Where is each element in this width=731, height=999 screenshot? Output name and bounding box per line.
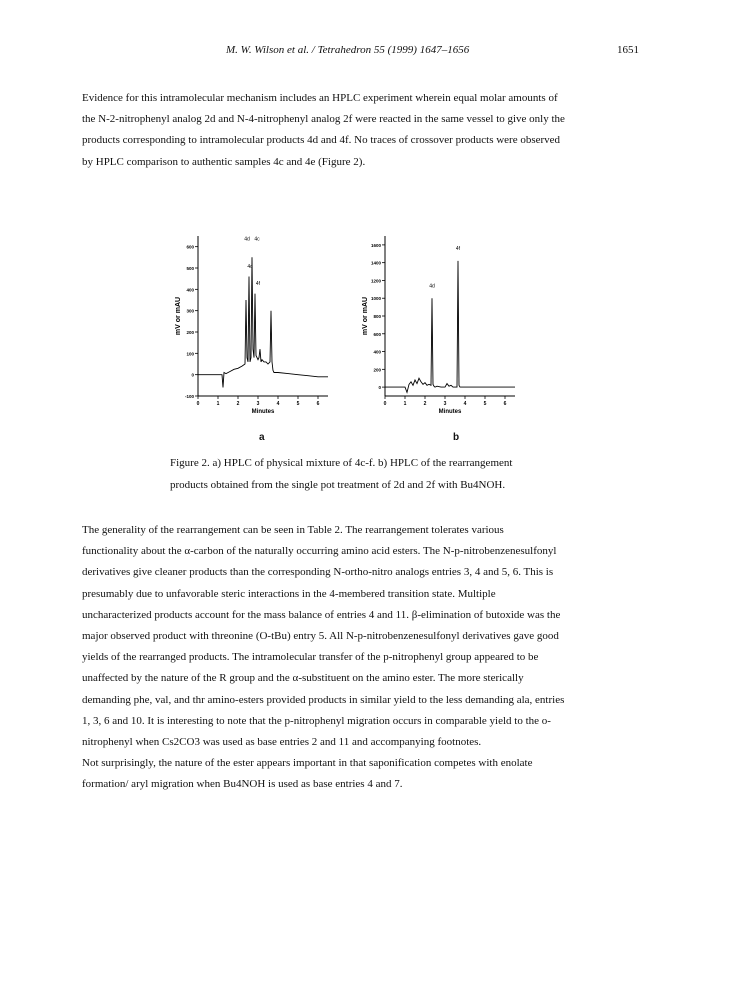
text-line: The generality of the rearrangement can be seen in Table 2. The rearrangement tolerates various [82,524,504,536]
y-tick-label: 200 [373,367,381,373]
x-tick-label: 4 [463,401,467,407]
y-tick-label: -100 [184,394,194,399]
text-line: products corresponding to intramolecular products 4d and 4f. No traces of crossover products were observed [82,134,561,147]
text-line: presumably due to unfavorable steric interactions in the 4-membered transition state. Multiple [82,587,496,600]
caption-line: Figure 2. a) HPLC of physical mixture of 4c-f. b) HPLC of the rearrangement [170,457,513,469]
y-tick-label: 0 [191,372,194,378]
text-line: by HPLC comparison to authentic samples 4c and 4e (Figure 2). [82,155,366,168]
text-line: the N-2-nitrophenyl analog 2d and N-4-nitrophenyl analog 2f were reacted in the same vessel to give only the [82,113,565,126]
y-tick-label: 600 [373,331,381,337]
y-tick-label: 200 [186,330,194,335]
x-tick-label: 2 [423,401,427,407]
x-axis-title: Minutes [438,409,462,415]
y-tick-label: 800 [373,314,381,319]
paragraph-generality [82,520,642,796]
page-number: 1651 [617,44,639,56]
chromatogram-trace [385,261,515,393]
x-tick-label: 5 [296,401,300,407]
y-tick-label: 100 [186,351,194,357]
y-tick-label: 500 [186,266,194,271]
peak-label: 4c [254,236,260,243]
text-line: Not surprisingly, the nature of the ester appears important in that saponification competes with enolate [82,757,533,770]
paragraph-evidence [82,88,642,173]
y-tick-label: 0 [378,385,381,391]
y-tick-label: 400 [373,349,381,355]
text-line: demanding phe, val, and thr amino-esters provided products in similar yield to the less demanding ala, entries [82,693,565,706]
x-tick-label: 2 [236,401,240,407]
figure-caption [170,452,610,496]
text-line: nitrophenyl when Cs2CO3 was used as base entries 2 and 11 and accompanying footnotes. [82,736,482,749]
x-tick-label: 6 [503,401,507,407]
x-tick-label: 5 [483,401,487,407]
y-tick-label: 400 [186,287,194,293]
text-line: formation/ aryl migration when Bu4NOH is used as base entries 4 and 7. [82,778,403,791]
caption-line: products obtained from the single pot treatment of 2d and 2f with Bu4NOH. [170,479,506,491]
peak-label: 4d [244,236,250,243]
x-tick-label: 0 [383,401,387,407]
x-tick-label: 6 [316,401,320,407]
x-tick-label: 1 [216,401,220,407]
x-tick-label: 3 [443,401,447,407]
panel-label-a: a [259,432,265,443]
peak-label: 4d [429,283,435,290]
y-tick-label: 300 [186,308,194,314]
text-line: yields of the rearranged products. The intramolecular transfer of the p-nitrophenyl group appeared to be [82,651,539,664]
y-axis-title: mV or mAU [362,296,369,336]
text-line: derivatives give cleaner products than the corresponding N-ortho-nitro analogs entries 3, 4 and 5, 6. This is [82,566,554,579]
text-line: uncharacterized products account for the mass balance of entries 4 and 11. β-elimination of butoxide was the [82,608,561,621]
hplc-chart-a [168,228,336,426]
text-line: 1, 3, 6 and 10. It is interesting to note that the p-nitrophenyl migration occurs in comparable yield to the o- [82,714,551,727]
y-tick-label: 1200 [370,278,381,284]
text-line: Evidence for this intramolecular mechanism includes an HPLC experiment wherein equal molar amounts of [82,92,558,104]
panel-label-b: b [453,432,460,443]
chromatogram-trace [198,257,328,387]
y-axis-title: mV or mAU [175,296,182,336]
peak-label: 4c [247,264,253,270]
text-line: major observed product with threonine (O-tBu) entry 5. All N-p-nitrobenzenesulfonyl derivatives gave good [82,630,559,643]
y-tick-label: 1400 [370,260,381,266]
x-axis-title: Minutes [251,409,275,415]
peak-label: 4f [255,281,261,288]
x-tick-label: 4 [276,401,280,407]
y-tick-label: 1600 [370,242,381,248]
x-tick-label: 1 [403,401,407,407]
x-tick-label: 3 [256,401,260,407]
y-tick-label: 1000 [370,296,381,302]
text-line: unaffected by the nature of the R group and the α-substituent on the amino ester. The more sterically [82,672,524,685]
peak-label: 4f [455,246,461,253]
x-tick-label: 0 [196,401,200,407]
y-tick-label: 600 [186,244,194,250]
text-line: functionality about the α-carbon of the naturally occurring amino acid esters. The N-p-nitrobenzenesulfonyl [82,545,557,558]
running-title: M. W. Wilson et al. / Tetrahedron 55 (1999) 1647–1656 [226,44,470,56]
hplc-chart-b [355,228,523,426]
